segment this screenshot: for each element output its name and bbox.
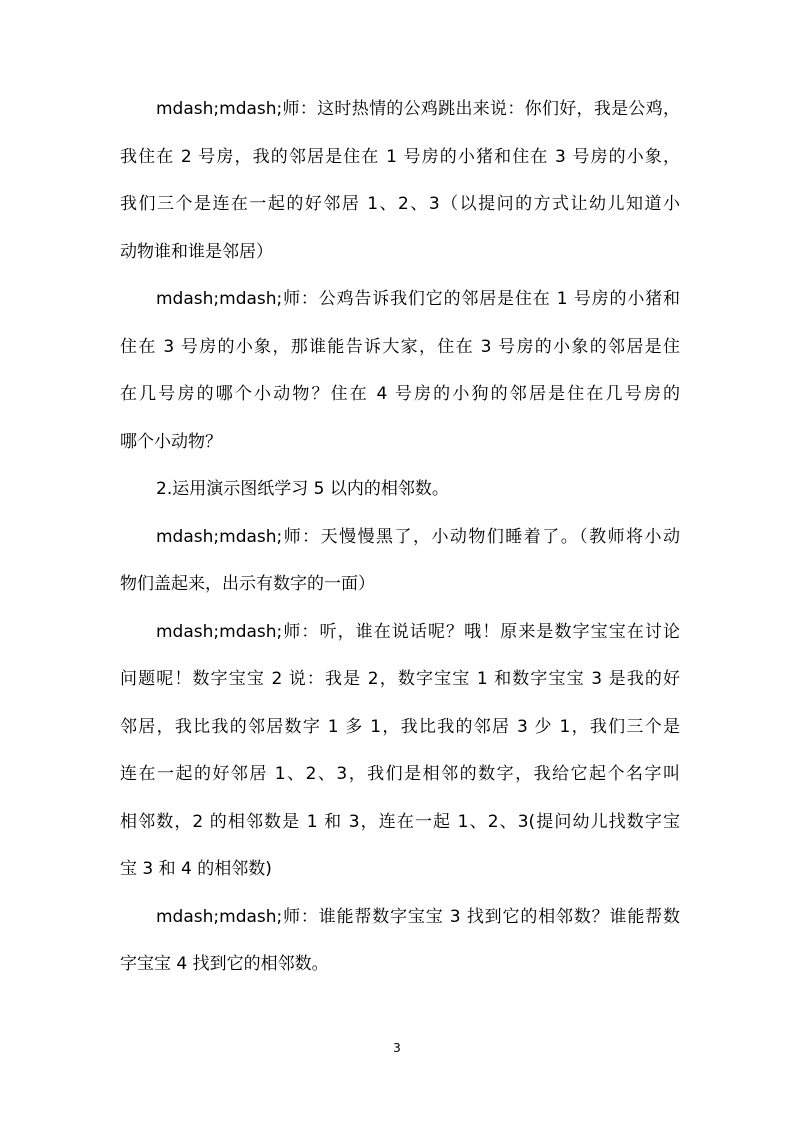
text-line: 物们盖起来，出示有数字的一面） bbox=[120, 574, 375, 594]
text-line: 相邻数，2 的相邻数是 1 和 3，连在一起 1、2、3(提问幼儿找数字宝 bbox=[120, 811, 680, 832]
paragraph bbox=[120, 609, 680, 894]
text-line: mdash;mdash;师：听，谁在说话呢？哦！原来是数字宝宝在讨论 bbox=[156, 621, 680, 642]
text-line: 2.运用演示图纸学习 5 以内的相邻数。 bbox=[156, 479, 449, 499]
text-line: 字宝宝 4 找到它的相邻数。 bbox=[120, 954, 329, 974]
text-line: mdash;mdash;师：公鸡告诉我们它的邻居是住在 1 号房的小猪和 bbox=[156, 289, 680, 309]
document-body bbox=[120, 86, 680, 989]
text-line: 我住在 2 号房，我的邻居是住在 1 号房的小猪和住在 3 号房的小象， bbox=[120, 146, 680, 167]
page-number: 3 bbox=[393, 1041, 401, 1055]
text-line: 动物谁和谁是邻居） bbox=[120, 241, 273, 262]
text-line: 哪个小动物？ bbox=[120, 431, 222, 452]
text-line: mdash;mdash;师：谁能帮数字宝宝 3 找到它的相邻数？谁能帮数 bbox=[156, 906, 680, 927]
text-line: 在几号房的哪个小动物？住在 4 号房的小狗的邻居是住在几号房的 bbox=[120, 384, 680, 404]
paragraph bbox=[120, 86, 680, 276]
paragraph bbox=[120, 894, 680, 989]
text-line: mdash;mdash;师：天慢慢黑了，小动物们睡着了。（教师将小动 bbox=[156, 526, 680, 547]
paragraph bbox=[120, 514, 680, 609]
text-line: 连在一起的好邻居 1、2、3，我们是相邻的数字，我给它起个名字叫 bbox=[120, 764, 680, 784]
text-line: 邻居，我比我的邻居数字 1 多 1，我比我的邻居 3 少 1，我们三个是 bbox=[120, 716, 680, 737]
paragraph bbox=[120, 276, 680, 466]
text-line: 我们三个是连在一起的好邻居 1、2、3（以提问的方式让幼儿知道小 bbox=[120, 194, 680, 214]
text-line: 宝 3 和 4 的相邻数) bbox=[120, 859, 272, 879]
text-line: 住在 3 号房的小象，那谁能告诉大家，住在 3 号房的小象的邻居是住 bbox=[120, 336, 680, 357]
text-line: mdash;mdash;师：这时热情的公鸡跳出来说：你们好，我是公鸡， bbox=[156, 99, 680, 119]
text-line: 问题呢！数字宝宝 2 说：我是 2，数字宝宝 1 和数字宝宝 3 是我的好 bbox=[120, 669, 680, 689]
section-heading bbox=[120, 466, 680, 514]
